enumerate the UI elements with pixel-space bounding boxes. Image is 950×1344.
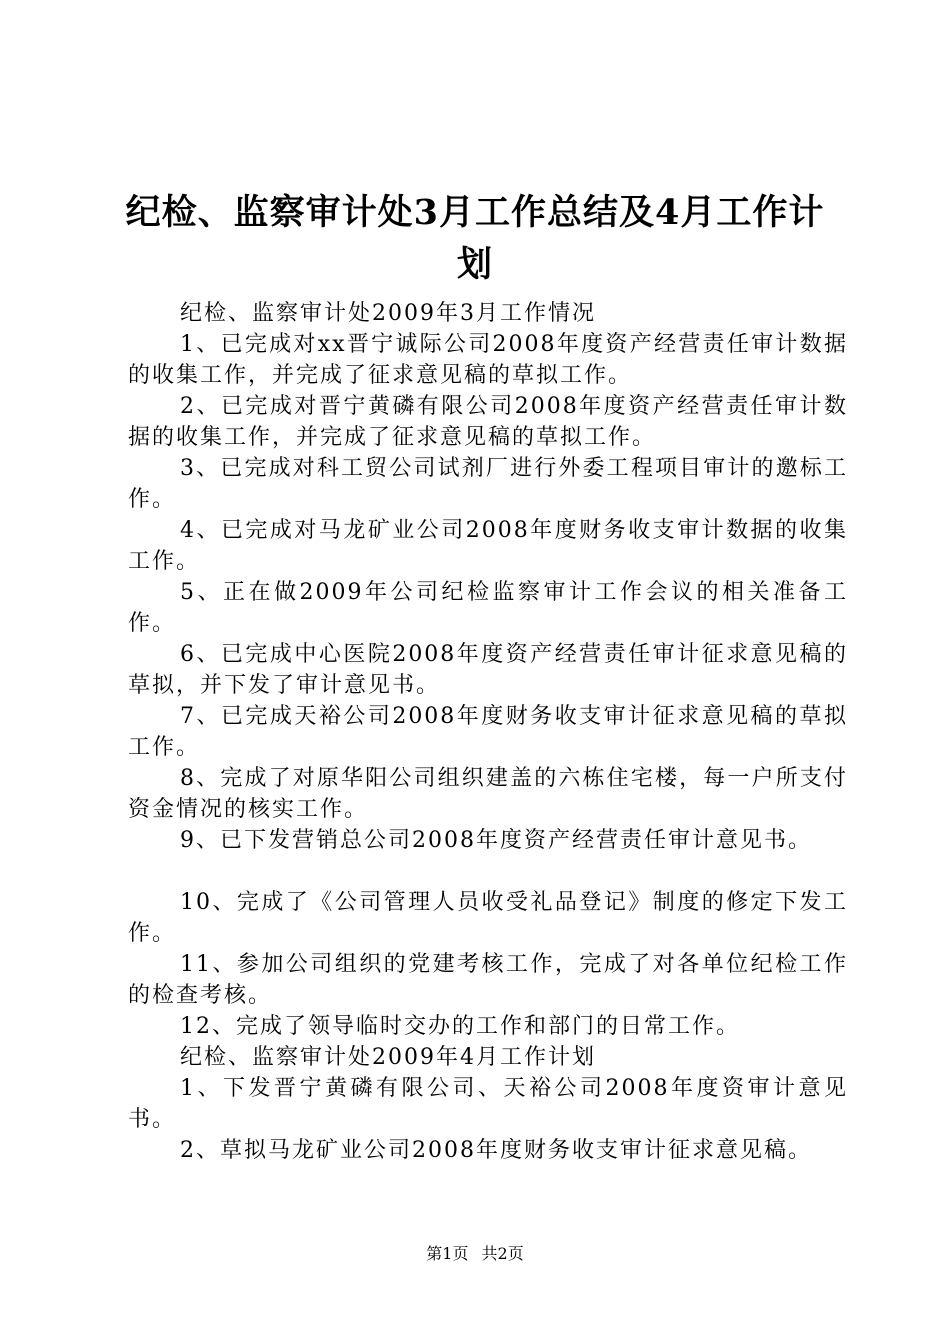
section-heading-march: 纪检、监察审计处2009年3月工作情况 <box>180 301 596 326</box>
paragraph: 7、已完成天裕公司2008年度财务收支审计征求意见稿的草拟工作。 <box>128 704 848 760</box>
paragraph: 1、已完成对xx晋宁诚际公司2008年度资产经营责任审计数据的收集工作，并完成了征求意见稿的草拟工作。 <box>128 332 848 388</box>
page-total: 共2页 <box>481 1244 524 1263</box>
paragraph: 3、已完成对科工贸公司试剂厂进行外委工程项目审计的邀标工作。 <box>128 456 848 512</box>
page-footer <box>0 1243 950 1265</box>
paragraph: 5、正在做2009年公司纪检监察审计工作会议的相关准备工作。 <box>128 580 848 636</box>
document-title-line1: 纪检、监察审计处3月工作总结及4月工作计 <box>125 192 825 233</box>
document-title-line2: 划 <box>456 244 493 285</box>
document-body <box>128 298 848 1166</box>
paragraph: 4、已完成对马龙矿业公司2008年度财务收支审计数据的收集工作。 <box>128 518 848 574</box>
page-number: 第1页 <box>426 1244 469 1263</box>
paragraph: 2、草拟马龙矿业公司2008年度财务收支审计征求意见稿。 <box>180 1138 812 1163</box>
paragraph: 2、已完成对晋宁黄磷有限公司2008年度资产经营责任审计数据的收集工作，并完成了征求意见稿的草拟工作。 <box>128 394 848 450</box>
section-heading-april: 纪检、监察审计处2009年4月工作计划 <box>180 1045 596 1070</box>
paragraph: 9、已下发营销总公司2008年度资产经营责任审计意见书。 <box>180 828 812 853</box>
paragraph: 6、已完成中心医院2008年度资产经营责任审计征求意见稿的草拟，并下发了审计意见书。 <box>128 642 848 698</box>
paragraph: 11、参加公司组织的党建考核工作，完成了对各单位纪检工作的检查考核。 <box>128 952 848 1008</box>
paragraph: 8、完成了对原华阳公司组织建盖的六栋住宅楼，每一户所支付资金情况的核实工作。 <box>128 766 848 822</box>
paragraph: 1、下发晋宁黄磷有限公司、天裕公司2008年度资审计意见书。 <box>128 1076 848 1132</box>
paragraph: 12、完成了领导临时交办的工作和部门的日常工作。 <box>180 1014 740 1039</box>
paragraph: 10、完成了《公司管理人员收受礼品登记》制度的修定下发工作。 <box>128 890 848 946</box>
